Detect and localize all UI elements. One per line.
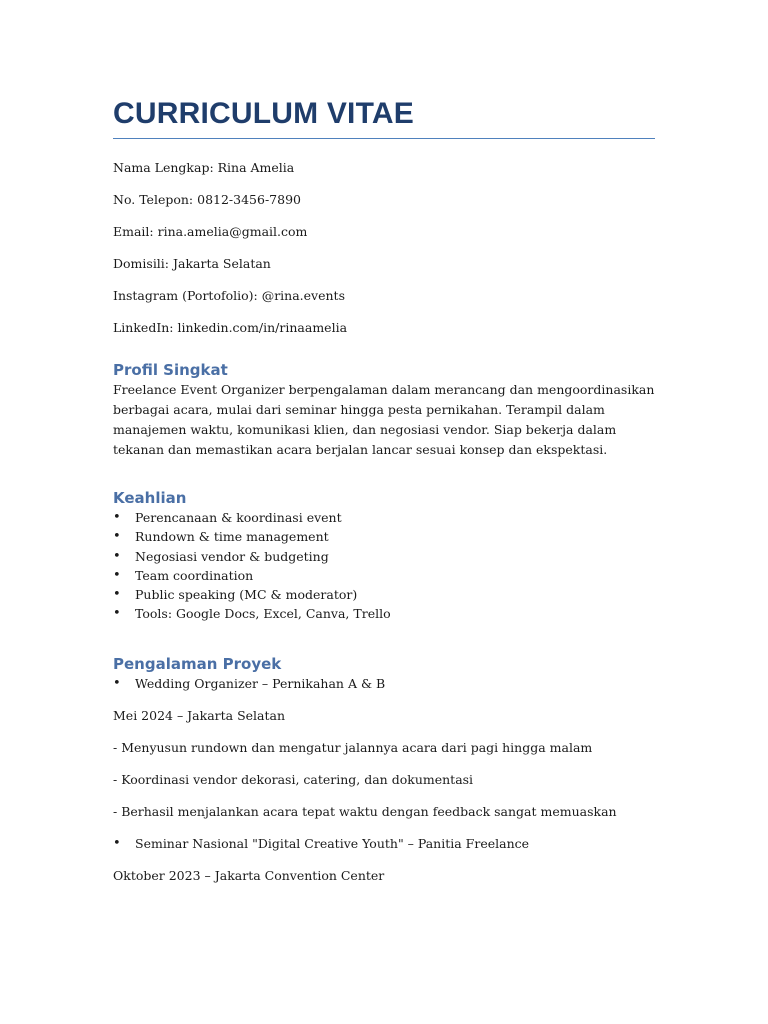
bullet-icon: • [113,529,121,545]
profil-paragraph: Freelance Event Organizer berpengalaman dalam merancang dan mengoordinasikan berbagai acara, mulai dari seminar hingga pesta pernikahan. Terampil dalam manajemen waktu, komunikasi klien, dan negosiasi vendor. Siap bekerja dalam tekanan dan memastikan acara berjalan lancar sesuai konsep dan ekspektasi. [113,382,655,457]
project-title [113,834,655,854]
section-heading-profil: Profil Singkat [113,361,228,379]
bullet-icon: • [113,606,121,622]
contact-email: Email: rina.amelia@gmail.com [113,224,308,239]
skill-text: Public speaking (MC & moderator) [135,587,358,603]
contact-domicile: Domisili: Jakarta Selatan [113,256,271,271]
project-title-text: Wedding Organizer – Pernikahan A & B [135,675,386,691]
skill-text: Negosiasi vendor & budgeting [135,548,329,564]
bullet-icon: • [113,510,121,525]
contact-name: Nama Lengkap: Rina Amelia [113,160,295,175]
project-date-location: Oktober 2023 – Jakarta Convention Center [113,867,385,883]
skill-text: Tools: Google Docs, Excel, Canva, Trello [135,606,391,622]
skill-text: Rundown & time management [135,529,329,545]
list-item [113,547,655,566]
project-title-text: Seminar Nasional "Digital Creative Youth" – Panitia Freelance [135,835,530,851]
contact-linkedin: LinkedIn: linkedin.com/in/rinaamelia [113,320,348,335]
section-heading-keahlian: Keahlian [113,489,187,507]
project-detail: - Menyusun rundown dan mengatur jalannya acara dari pagi hingga malam [113,739,593,755]
list-item [113,604,655,623]
list-item [113,527,655,546]
bullet-icon: • [113,548,121,564]
skill-text: Team coordination [135,567,254,583]
skills-list [113,508,655,624]
bullet-icon: • [113,587,121,603]
bullet-icon: • [113,675,121,691]
contact-instagram: Instagram (Portofolio): @rina.events [113,288,345,303]
skill-text: Perencanaan & koordinasi event [135,510,342,525]
bullet-icon: • [113,567,121,583]
project-detail: - Berhasil menjalankan acara tepat waktu dengan feedback sangat memuaskan [113,803,617,819]
list-item [113,566,655,585]
list-item [113,508,655,527]
project-title [113,674,655,694]
project-date-location: Mei 2024 – Jakarta Selatan [113,707,286,723]
project-detail: - Koordinasi vendor dekorasi, catering, dan dokumentasi [113,771,474,787]
contact-phone: No. Telepon: 0812-3456-7890 [113,192,301,207]
document-title: CURRICULUM VITAE [113,96,655,139]
bullet-icon: • [113,835,121,851]
list-item [113,585,655,604]
contact-info [113,158,655,338]
section-heading-proyek: Pengalaman Proyek [113,654,282,673]
